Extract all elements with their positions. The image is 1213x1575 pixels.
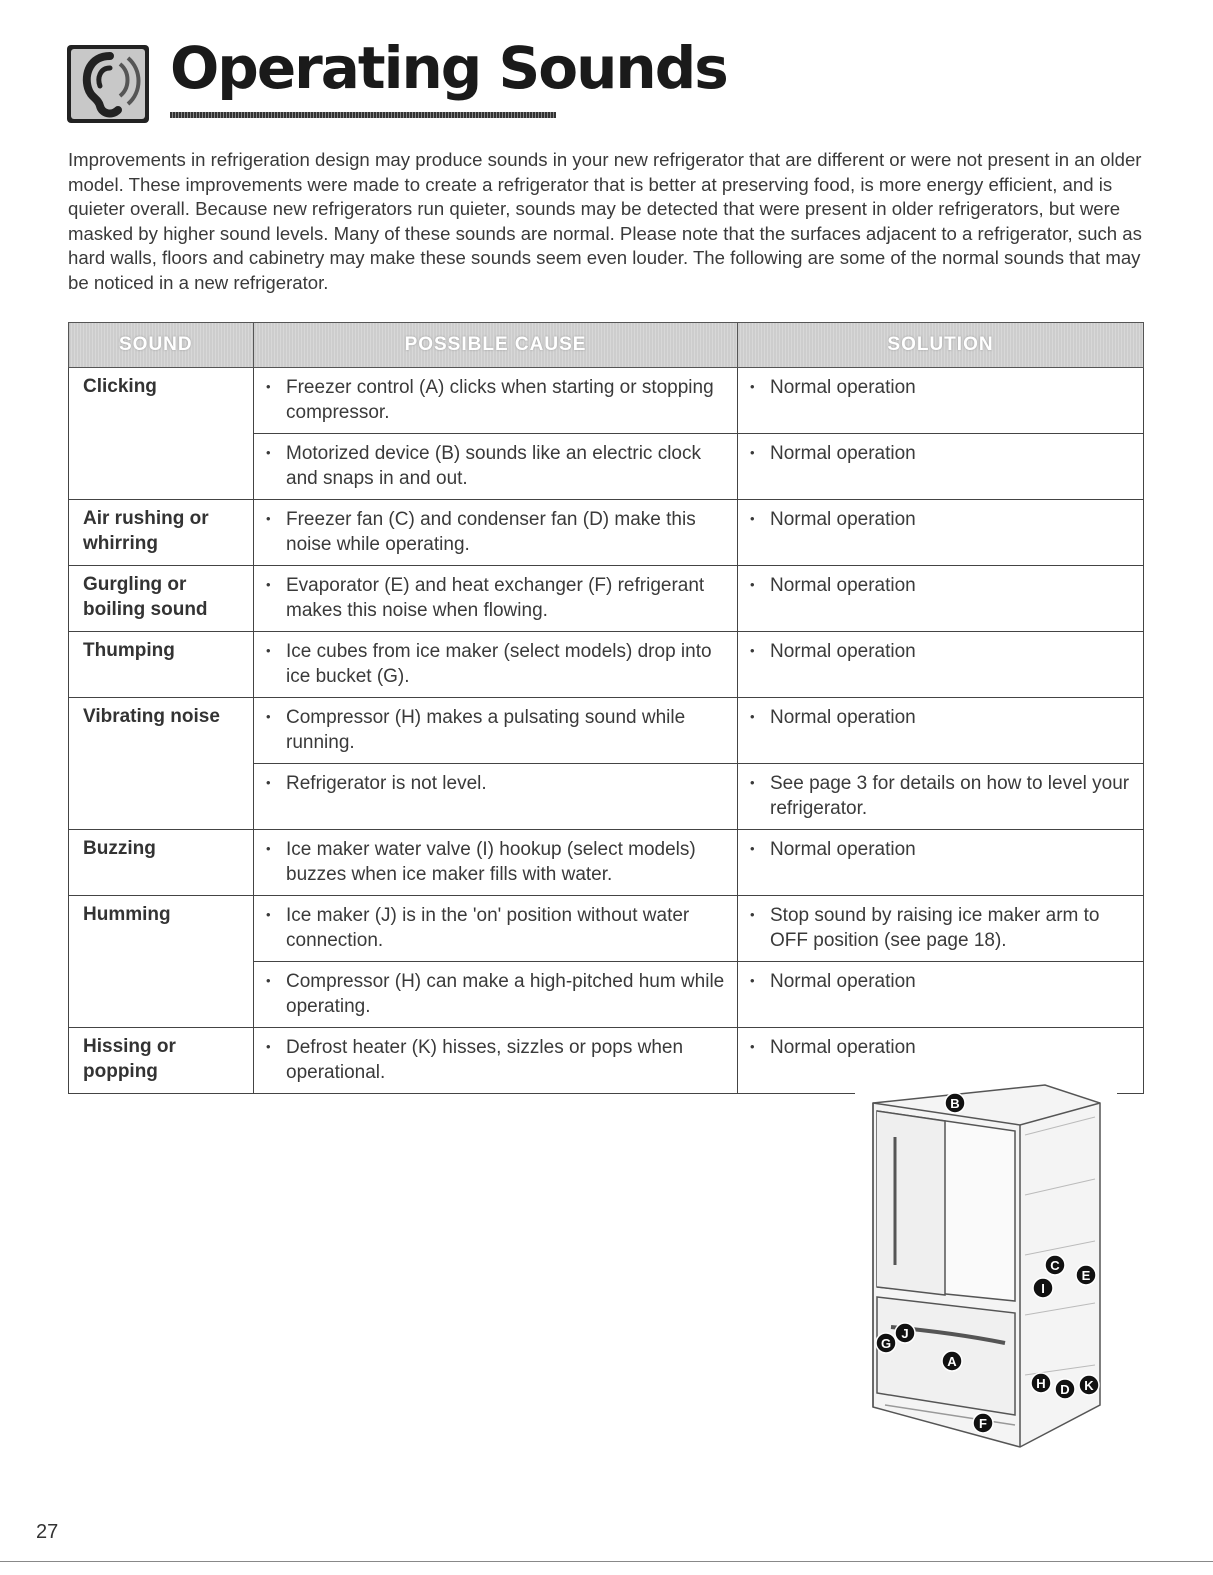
sounds-table [68, 322, 1144, 1094]
solution-cell [738, 764, 1144, 830]
page-number: 27 [36, 1521, 59, 1543]
solution-text: • Normal operation [750, 506, 1133, 532]
solution-cell [738, 566, 1144, 632]
callout-letter: K [1084, 1378, 1094, 1393]
sound-cell: Air rushing or whirring [69, 500, 254, 566]
cause-text: • Freezer control (A) clicks when starting or stopping compressor. [266, 374, 727, 425]
cause-text: • Motorized device (B) sounds like an electric clock and snaps in and out. [266, 440, 727, 491]
solution-cell [738, 830, 1144, 896]
sound-cell: Clicking [69, 368, 254, 500]
callout-letter: A [947, 1354, 957, 1369]
solution-text: • Stop sound by raising ice maker arm to OFF position (see page 18). [750, 902, 1133, 953]
header-possible-cause: POSSIBLE CAUSE [254, 323, 738, 368]
refrigerator-illustration [855, 1075, 1117, 1455]
page-header [66, 34, 727, 124]
sound-cell: Gurgling or boiling sound [69, 566, 254, 632]
callout-h [1031, 1373, 1051, 1393]
cause-cell [254, 566, 738, 632]
solution-cell [738, 962, 1144, 1028]
page-title: Operating Sounds [170, 34, 727, 102]
intro-paragraph: Improvements in refrigeration design may produce sounds in your new refrigerator that are different or were not present in an older model. These improvements were made to create a refrigerator that is better at preserving food, is more energy efficient, and is quieter overall. Because new refrigerators run quieter, sounds may be detected that were present in older refrigerators, but were masked by higher sound levels. Many of these sounds are normal. Please note that the surfaces adjacent to a refrigerator, such as hard walls, floors and cabinetry may make these sounds seem even louder. The following are some of the normal sounds that may be noticed in a new refrigerator. [68, 149, 1142, 293]
bottom-rule [0, 1561, 1213, 1562]
solution-cell [738, 896, 1144, 962]
ear-icon [66, 44, 150, 124]
callout-g [876, 1333, 896, 1353]
callout-letter: D [1060, 1382, 1070, 1397]
cause-cell [254, 368, 738, 434]
cause-text: • Ice maker water valve (I) hookup (select models) buzzes when ice maker fills with water. [266, 836, 727, 887]
cause-text: • Compressor (H) makes a pulsating sound while running. [266, 704, 727, 755]
table-row [69, 500, 1144, 566]
callout-d [1055, 1379, 1075, 1399]
callout-letter: I [1041, 1281, 1045, 1296]
callout-letter: J [901, 1326, 909, 1341]
callout-b [945, 1093, 965, 1113]
cause-cell [254, 962, 738, 1028]
sound-cell: Humming [69, 896, 254, 1028]
solution-cell [738, 500, 1144, 566]
solution-text: • Normal operation [750, 440, 1133, 466]
title-underline [170, 112, 556, 118]
cause-cell [254, 1028, 738, 1094]
table-row [69, 632, 1144, 698]
solution-cell [738, 632, 1144, 698]
callout-letter: F [979, 1416, 987, 1431]
cause-cell [254, 698, 738, 764]
callout-j [895, 1323, 915, 1343]
table-row [69, 830, 1144, 896]
callout-letter: H [1036, 1376, 1046, 1391]
callout-a [942, 1351, 962, 1371]
header-sound: SOUND [69, 323, 254, 368]
table-row [69, 698, 1144, 764]
callout-k [1079, 1375, 1099, 1395]
solution-cell [738, 368, 1144, 434]
cause-text: • Ice maker (J) is in the 'on' position without water connection. [266, 902, 727, 953]
cause-text: • Compressor (H) can make a high-pitched hum while operating. [266, 968, 727, 1019]
cause-text: • Ice cubes from ice maker (select models) drop into ice bucket (G). [266, 638, 727, 689]
cause-cell [254, 632, 738, 698]
solution-cell [738, 434, 1144, 500]
table-row [69, 368, 1144, 434]
solution-text: • Normal operation [750, 374, 1133, 400]
solution-text: • Normal operation [750, 638, 1133, 664]
cause-cell [254, 500, 738, 566]
cause-text: • Evaporator (E) and heat exchanger (F) refrigerant makes this noise when flowing. [266, 572, 727, 623]
solution-text: • See page 3 for details on how to level your refrigerator. [750, 770, 1133, 821]
callout-e [1076, 1265, 1096, 1285]
cause-text: • Refrigerator is not level. [266, 770, 727, 796]
cause-text: • Defrost heater (K) hisses, sizzles or pops when operational. [266, 1034, 727, 1085]
solution-text: • Normal operation [750, 968, 1133, 994]
callout-letter: C [1050, 1258, 1060, 1273]
cause-cell [254, 434, 738, 500]
sound-cell: Hissing or popping [69, 1028, 254, 1094]
callout-f [973, 1413, 993, 1433]
solution-text: • Normal operation [750, 1034, 1133, 1060]
callout-letter: E [1081, 1268, 1091, 1283]
cause-cell [254, 830, 738, 896]
solution-cell [738, 698, 1144, 764]
solution-text: • Normal operation [750, 572, 1133, 598]
solution-text: • Normal operation [750, 836, 1133, 862]
callout-c [1045, 1255, 1065, 1275]
sound-cell: Buzzing [69, 830, 254, 896]
cause-text: • Freezer fan (C) and condenser fan (D) make this noise while operating. [266, 506, 727, 557]
table-row [69, 896, 1144, 962]
sound-cell: Thumping [69, 632, 254, 698]
table-row [69, 566, 1144, 632]
table-header-row [69, 323, 1144, 368]
callout-letter: G [880, 1336, 892, 1351]
cause-cell [254, 764, 738, 830]
header-solution: SOLUTION [738, 323, 1144, 368]
cause-cell [254, 896, 738, 962]
solution-text: • Normal operation [750, 704, 1133, 730]
sound-cell: Vibrating noise [69, 698, 254, 830]
callout-letter: B [950, 1096, 960, 1111]
callout-i [1033, 1278, 1053, 1298]
refrigerator-diagram [855, 1075, 1117, 1455]
